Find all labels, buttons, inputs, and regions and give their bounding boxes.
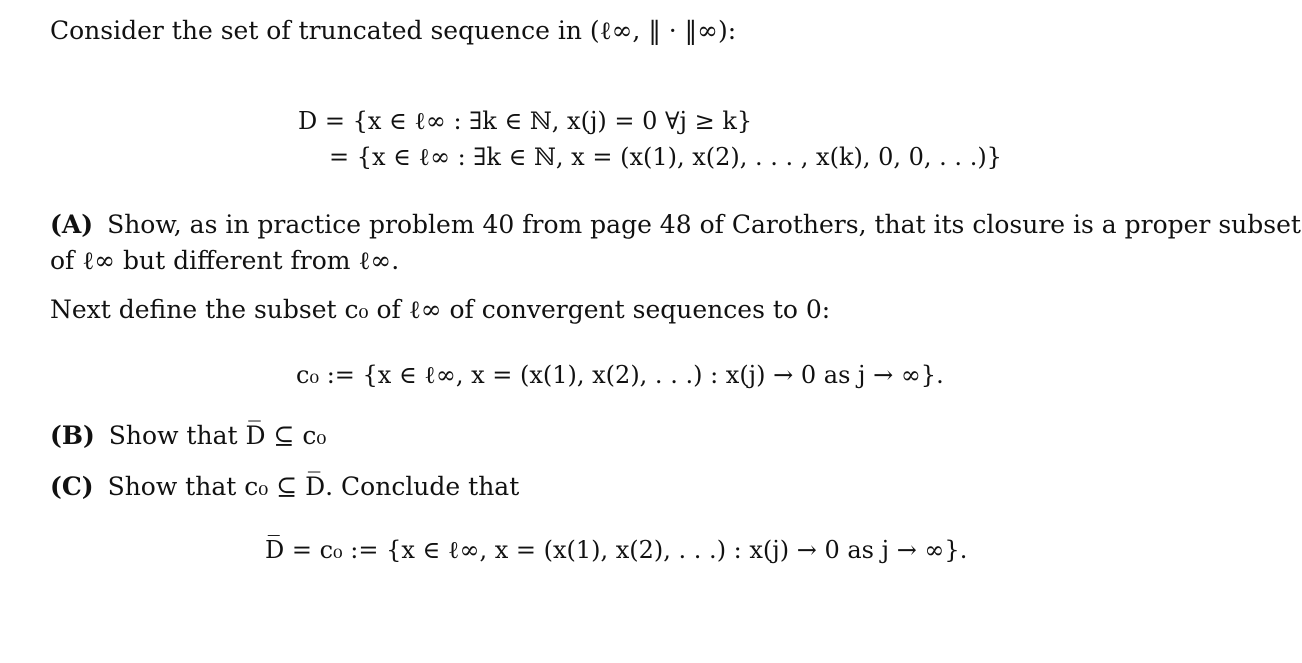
part-c-label: (C) <box>50 472 94 501</box>
part-a-label: (A) <box>50 210 94 239</box>
c0-definition: c₀ := {x ∈ ℓ∞, x = (x(1), x(2), . . .) : x(j) → 0 as j → ∞}. <box>296 361 944 389</box>
next-definition-text: Next define the subset c₀ of ℓ∞ of convergent sequences to 0: <box>50 295 831 324</box>
intro-text: Consider the set of truncated sequence in (ℓ∞, ‖ · ‖∞): <box>50 16 737 45</box>
part-a-line1 <box>50 210 1301 240</box>
part-b-line <box>50 421 326 451</box>
part-c-line <box>50 472 519 502</box>
conclusion-equation: D̅ = c₀ := {x ∈ ℓ∞, x = (x(1), x(2), . . .) : x(j) → 0 as j → ∞}. <box>265 536 968 564</box>
part-b-text: Show that D̅ ⊆ c₀ <box>108 421 327 450</box>
part-b-label: (B) <box>50 421 95 450</box>
part-a-text-line1: Show, as in practice problem 40 from page 48 of Carothers, that its closure is a proper subset <box>107 210 1301 239</box>
part-c-text: Show that c₀ ⊆ D̅. Conclude that <box>107 472 520 501</box>
d-definition-line1: D = {x ∈ ℓ∞ : ∃k ∈ ℕ, x(j) = 0 ∀j ≥ k} <box>298 107 753 135</box>
part-a-text-line2: of ℓ∞ but different from ℓ∞. <box>50 246 400 275</box>
d-definition-line2: = {x ∈ ℓ∞ : ∃k ∈ ℕ, x = (x(1), x(2), . . . , x(k), 0, 0, . . .)} <box>329 143 1002 171</box>
